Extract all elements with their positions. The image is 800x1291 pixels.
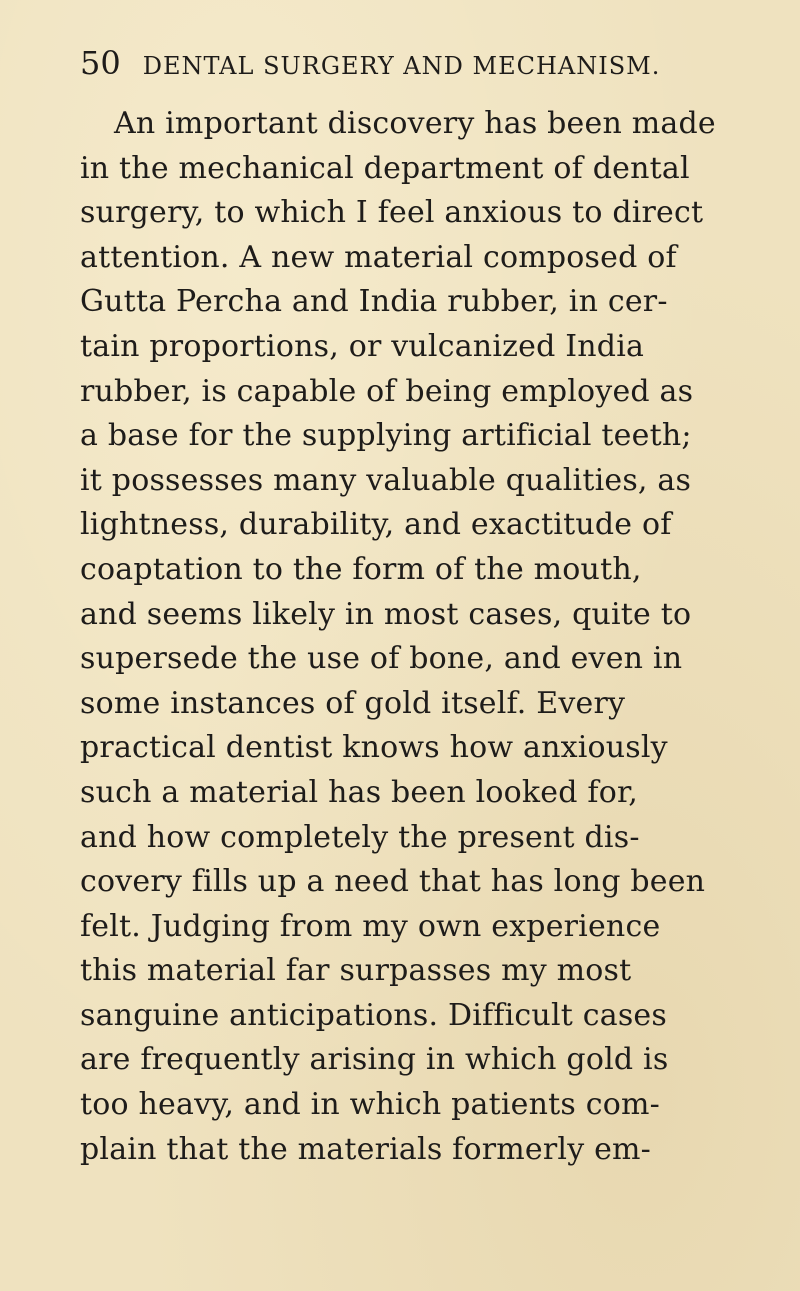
text-line: are frequently arising in which gold is [80,1042,669,1078]
text-line: Gutta Percha and India rubber, in cer- [80,284,668,320]
text-line: felt. Judging from my own experience [80,908,661,944]
text-line: sanguine anticipations. Difficult cases [80,997,667,1033]
text-line: attention. A new material composed of [80,239,677,275]
text-line: and how completely the present dis- [80,819,640,855]
text-line: An important discovery has been made [114,106,716,141]
text-line: supersede the use of bone, and even in [80,641,683,677]
text-line: covery fills up a need that has long been [80,864,706,900]
text-line: such a material has been looked for, [80,774,638,810]
text-line: in the mechanical department of dental [80,150,690,186]
running-head [80,44,720,88]
text-line: it possesses many valuable qualities, as [80,462,692,498]
running-title: DENTAL SURGERY AND MECHANISM. [142,52,661,80]
text-line: a base for the supplying artificial teeth; [80,418,692,454]
text-line: this material far surpasses my most [80,953,632,989]
text-line: surgery, to which I feel anxious to direct [80,195,704,231]
page-number: 50 [80,44,121,82]
text-line: rubber, is capable of being employed as [80,373,694,409]
body-paragraph [80,102,800,1172]
text-line: too heavy, and in which patients com- [80,1087,660,1123]
text-line: practical dentist knows how anxiously [80,730,668,766]
text-line: plain that the materials formerly em- [80,1131,652,1167]
text-line: lightness, durability, and exactitude of [80,507,672,543]
text-line: some instances of gold itself. Every [80,685,626,721]
text-line: tain proportions, or vulcanized India [80,328,645,364]
text-line: coaptation to the form of the mouth, [80,551,642,587]
text-line: and seems likely in most cases, quite to [80,596,692,632]
